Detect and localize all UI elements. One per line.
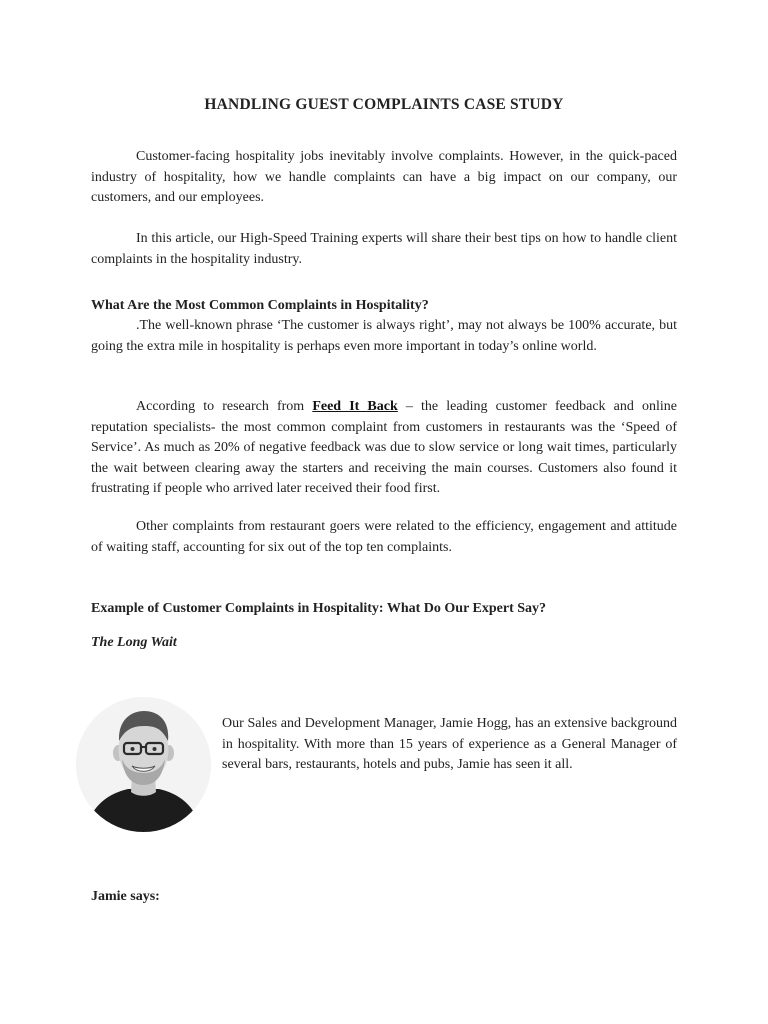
person-photo-icon: [76, 697, 211, 832]
jamie-says-label: Jamie says:: [91, 889, 160, 904]
paragraph-text: – the leading customer feedback and online reputation specialists- the most common complaint from customers in restaurants was the ‘Speed of Service’. As much as 20% of negative feedback was due to slow service or long wait times, particularly the wait between clearing away the starters and receiving the main courses. Customers also found it frustrating if people who arrived later received their food first.: [91, 399, 677, 496]
intro-paragraph-1: Customer-facing hospitality jobs inevitably involve complaints. However, in the quick-paced industry of hospitality, how we handle complaints can have a big impact on our company, our customers, and our employees.: [91, 149, 677, 205]
subheading-long-wait: The Long Wait: [91, 635, 177, 650]
feed-it-back-link[interactable]: Feed It Back: [312, 399, 398, 414]
section-1-paragraph-1: .The well-known phrase ‘The customer is always right’, may not always be 100% accurate, but going the extra mile in hospitality is perhaps even more important in today’s online world.: [91, 318, 677, 354]
section-heading-examples: Example of Customer Complaints in Hospitality: What Do Our Expert Say?: [91, 601, 547, 616]
section-1-paragraph-3: Other complaints from restaurant goers were related to the efficiency, engagement and attitude of waiting staff, accounting for six out of the top ten complaints.: [91, 519, 677, 555]
paragraph-text: According to research from: [136, 399, 313, 414]
section-1-paragraph-2: [91, 397, 677, 500]
jamie-bio-paragraph: Our Sales and Development Manager, Jamie Hogg, has an extensive background in hospitality. With more than 15 years of experience as a General Manager of several bars, restaurants, hotels and pubs, Jamie has seen it all.: [222, 716, 677, 772]
document-title: HANDLING GUEST COMPLAINTS CASE STUDY: [204, 96, 564, 113]
avatar: [76, 697, 211, 832]
section-heading-common-complaints: What Are the Most Common Complaints in Hospitality?: [91, 298, 429, 313]
intro-paragraph-2: In this article, our High-Speed Training experts will share their best tips on how to handle client complaints in the hospitality industry.: [91, 231, 677, 267]
